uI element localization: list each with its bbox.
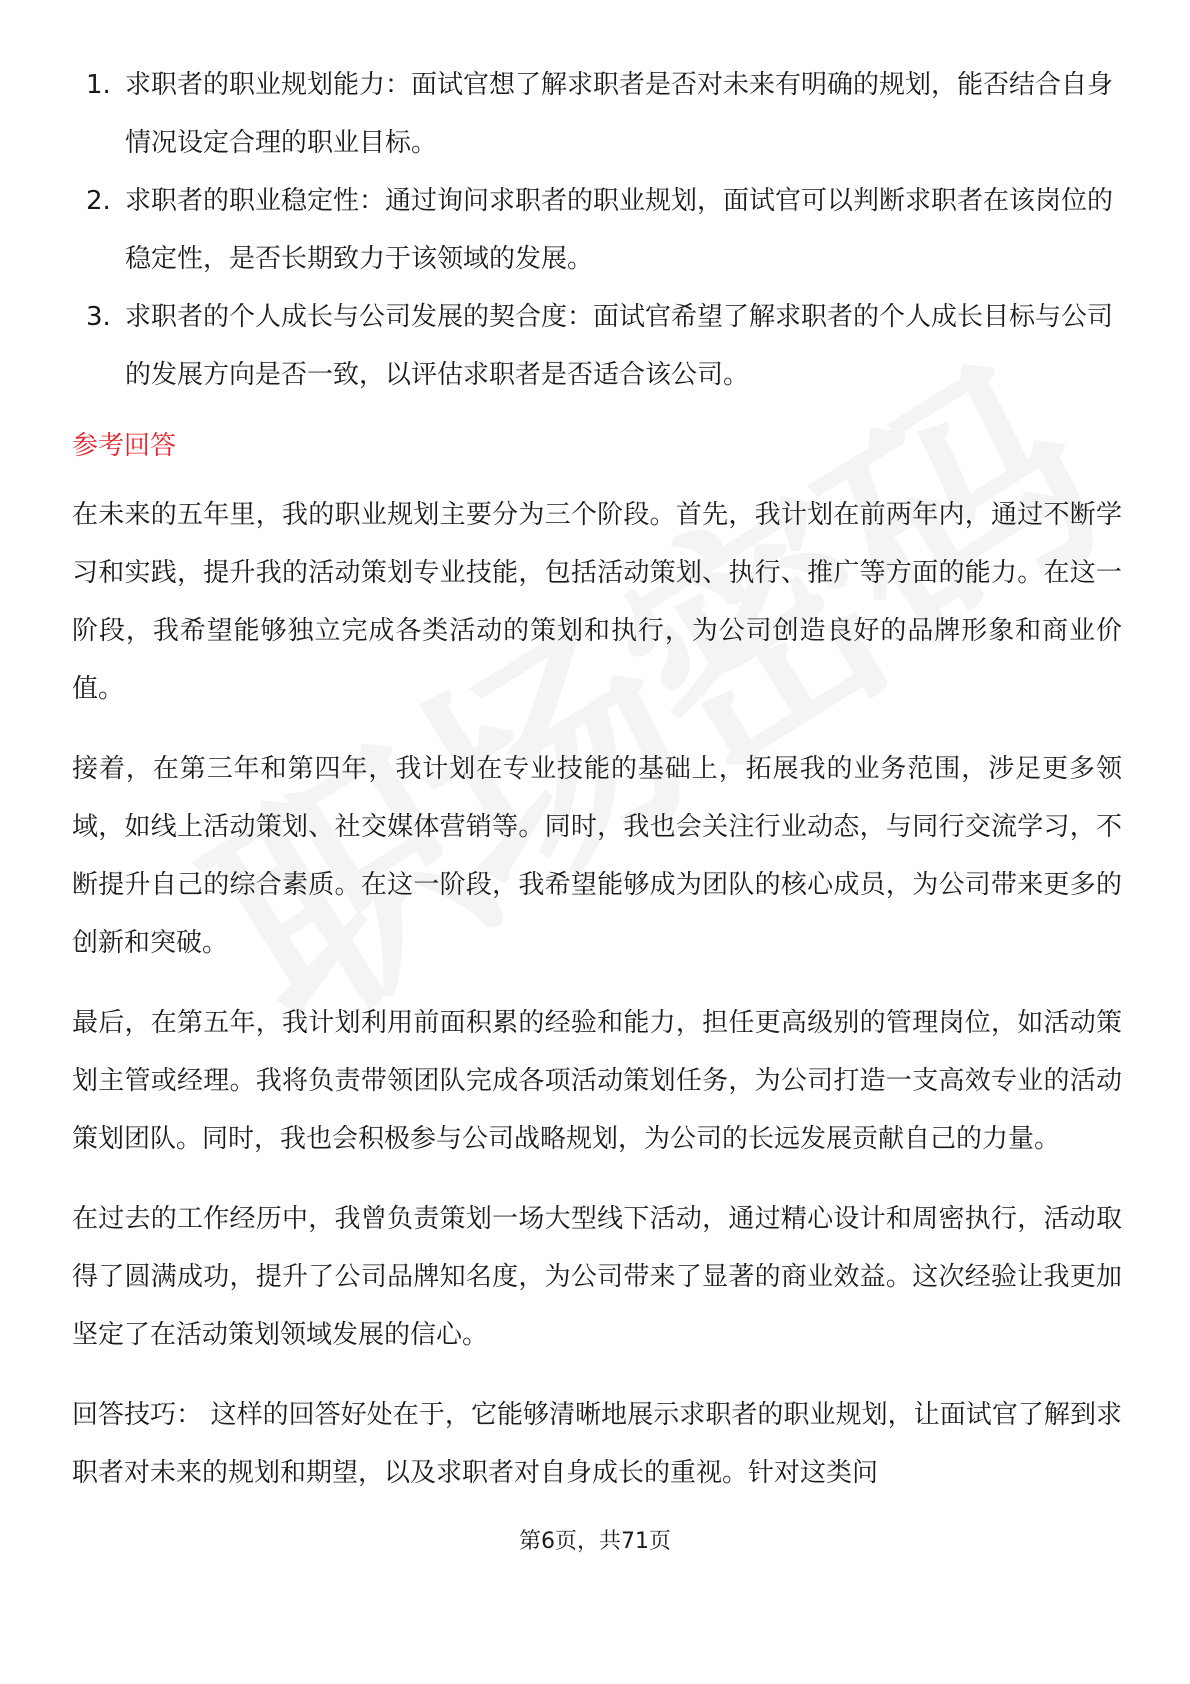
answer-paragraph: 在未来的五年里，我的职业规划主要分为三个阶段。首先，我计划在前两年内，通过不断学习和实践，提升我的活动策划专业技能，包括活动策划、执行、推广等方面的能力。在这一阶段，我希望能够独立完成各类活动的策划和执行，为公司创造良好的品牌形象和商业价值。: [72, 500, 1122, 704]
answer-paragraph: 在过去的工作经历中，我曾负责策划一场大型线下活动，通过精心设计和周密执行，活动取得了圆满成功，提升了公司品牌知名度，为公司带来了显著的商业效益。这次经验让我更加坚定了在活动策划领域发展的信心。: [72, 1204, 1122, 1350]
answer-tips-paragraph: 回答技巧： 这样的回答好处在于，它能够清晰地展示求职者的职业规划，让面试官了解到求职者对未来的规划和期望，以及求职者对自身成长的重视。针对这类问: [72, 1400, 1122, 1488]
list-item: [72, 288, 1122, 404]
list-item-text: 求职者的职业规划能力：面试官想了解求职者是否对未来有明确的规划，能否结合自身情况设定合理的职业目标。: [125, 70, 1114, 158]
list-item: [72, 56, 1122, 172]
list-item-number: 2.: [86, 186, 111, 216]
page-content: [72, 56, 1122, 1502]
list-item-number: 3.: [86, 302, 111, 332]
list-item-number: 1.: [86, 70, 111, 100]
reasons-list: [72, 56, 1122, 404]
list-item-text: 求职者的职业稳定性：通过询问求职者的职业规划，面试官可以判断求职者在该岗位的稳定性，是否长期致力于该领域的发展。: [125, 186, 1114, 274]
answer-paragraph: 接着，在第三年和第四年，我计划在专业技能的基础上，拓展我的业务范围，涉足更多领域，如线上活动策划、社交媒体营销等。同时，我也会关注行业动态，与同行交流学习，不断提升自己的综合素质。在这一阶段，我希望能够成为团队的核心成员，为公司带来更多的创新和突破。: [72, 754, 1122, 958]
page-number: 第6页，共71页: [519, 1529, 671, 1554]
list-item: [72, 172, 1122, 288]
reference-answer-heading: 参考回答: [72, 431, 177, 461]
list-item-text: 求职者的个人成长与公司发展的契合度：面试官希望了解求职者的个人成长目标与公司的发展方向是否一致，以评估求职者是否适合该公司。: [125, 302, 1114, 390]
answer-paragraph: 最后，在第五年，我计划利用前面积累的经验和能力，担任更高级别的管理岗位，如活动策划主管或经理。我将负责带领团队完成各项活动策划任务，为公司打造一支高效专业的活动策划团队。同时，我也会积极参与公司战略规划，为公司的长远发展贡献自己的力量。: [72, 1008, 1122, 1154]
